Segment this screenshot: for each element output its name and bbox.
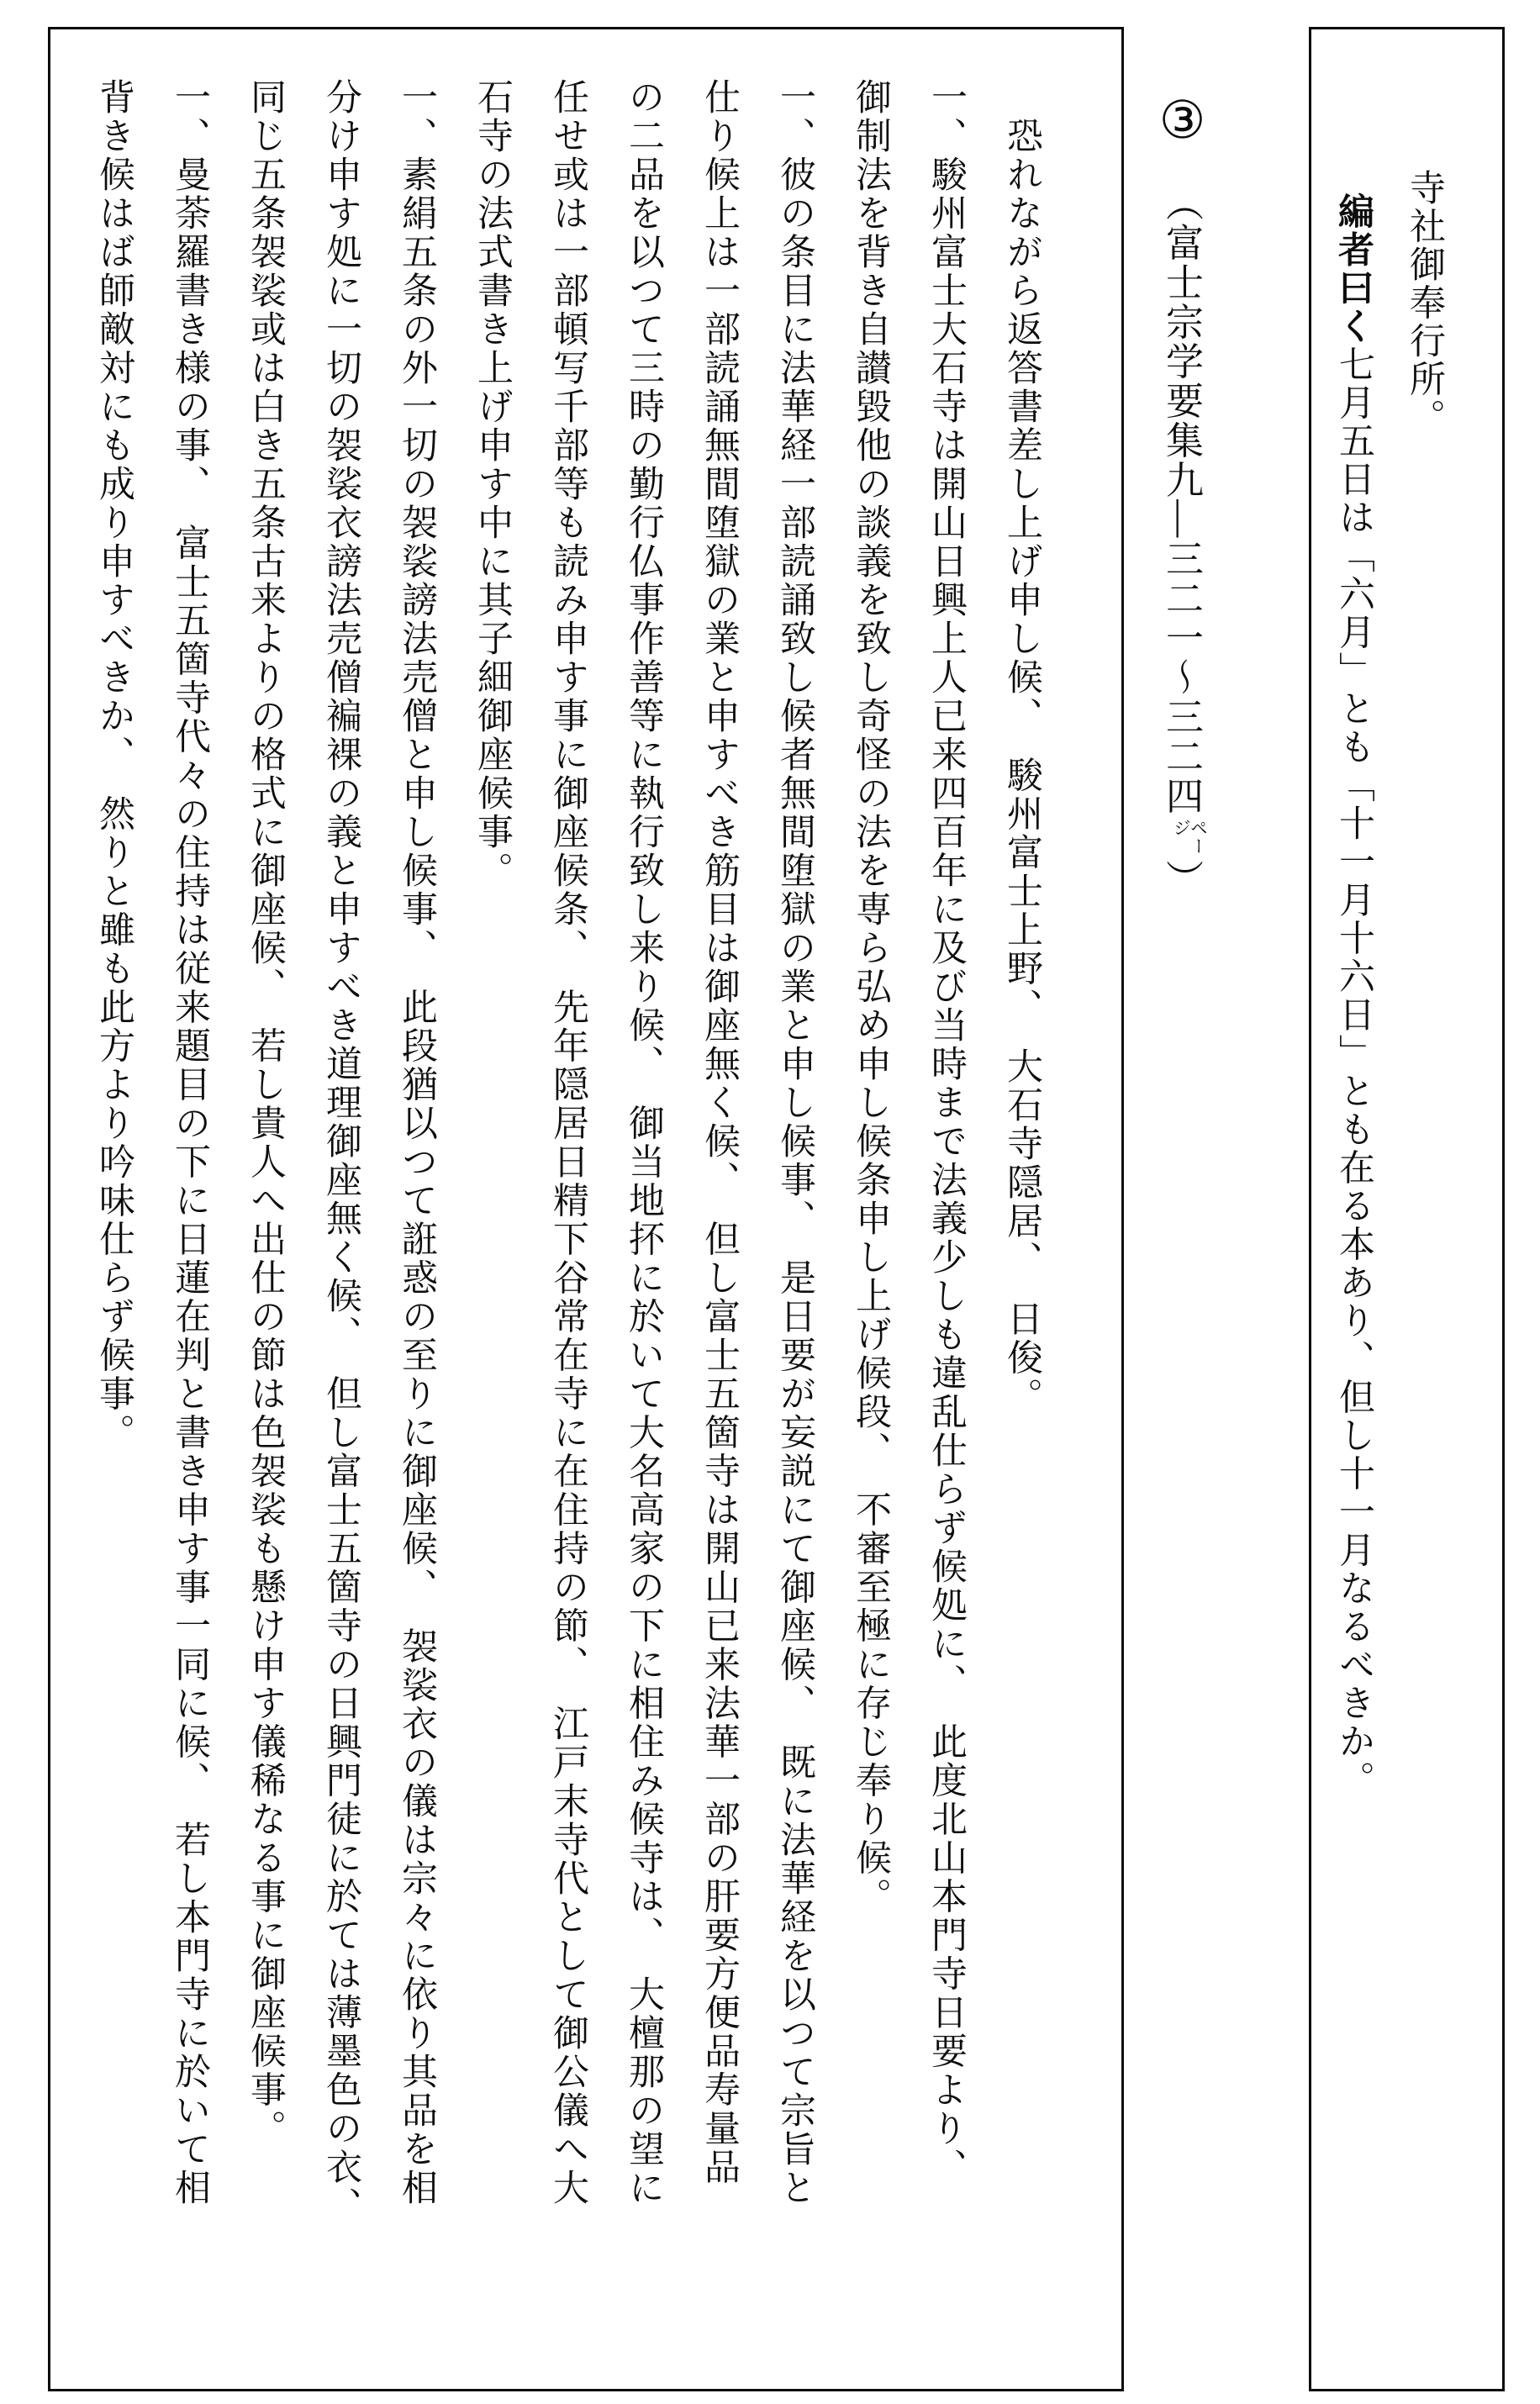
close-paren: ） [1160,859,1202,899]
text-column: 石寺の法式書き上げ申す中に其子細御座候事。 [472,78,512,890]
main-vertical-text [50,29,1096,2389]
side-note-line: 寺社御奉行所。 [1405,169,1444,437]
source-title: 富士宗学要集九―三二一〜三二四 [1160,223,1202,816]
text-column: 御制法を背き自讃毀他の談義を致し奇怪の法を専ら弘め申し候条申し上げ候段、 不審至極に存じ奉り候。 [851,78,890,1916]
text-column: の二品を以つて三時の勤行仏事作善等に執行致し来り候、 御当地抔に於いて大名高家の下に相住み候寺は、 大檀那の望に [624,78,663,2207]
text-column: 一、駿州富士大石寺は開山日興上人已来四百年に及び当時まで法義少しも違乱仕らず候処に、 此度北山本門寺日要より、 [926,78,966,2187]
text-column: 分け申す処に一切の袈裟衣謗法売僧褊裸の義と申すべき道理御座無く候、 但し富士五箇寺の日興門徒に於ては薄墨色の衣、 [321,78,361,2226]
side-note-box [1309,27,1505,2391]
main-text-box [48,27,1124,2391]
open-paren: （ [1160,183,1202,224]
page-word-right: ペー [1188,819,1209,857]
text-column: 一、彼の条目に法華経一部読誦致し候者無間堕獄の業と申し候事、 是日要が妄説にて御座候、 既に法華経を以つて宗旨と [775,78,815,2207]
editor-note-text: 七月五日は「六月」とも「十一月十六日」とも在る本あり、但し十一月なるべきか。 [1334,345,1374,1799]
side-note-vertical-text [1311,29,1479,2389]
text-column: 恐れながら返答書差し上げ申し候、 駿州富士上野、 大石寺隠居、 日俊。 [1002,117,1042,1416]
side-note-line [1318,53,1389,2355]
text-column: 同じ五条袈裟或は白き五条古来よりの格式に御座候、 若し貴人へ出仕の節は色袈裟も懸け申す儀稀なる事に御座候事。 [245,78,285,2148]
section-header-column [1147,89,1216,1064]
page-word-small [1171,819,1209,857]
text-column: 任せ或は一部頓写千部等も読み申す事に御座候条、 先年隠居日精下谷常在寺に在住持の節、 江戸末寺代として御公儀へ大 [548,78,588,2207]
page-word-left: ジ [1171,819,1192,838]
text-column: 仕り候上は一部読誦無間堕獄の業と申すべき筋目は御座無く候、 但し富士五箇寺は開山已来法華一部の肝要方便品寿量品 [699,78,739,2187]
text-column: 背き候はば師敵対にも成り申すべきか、 然りと雖も此方より吟味仕らず候事。 [94,78,134,1452]
section-title-line [1147,89,1216,1064]
editor-note-label: 編者曰く [1333,192,1374,345]
circled-section-number: ③ [1152,89,1210,150]
text-column: 一、曼荼羅書き様の事、 富士五箇寺代々の住持は従来題目の下に日蓮在判と書き申す事一同に候、 若し本門寺に於いて相 [170,78,209,2207]
text-column: 一、素絹五条の外一切の袈裟謗法売僧と申し候事、 此段猶以つて誑惑の至りに御座候、 袈裟衣の儀は宗々に依り其品を相 [397,78,436,2207]
